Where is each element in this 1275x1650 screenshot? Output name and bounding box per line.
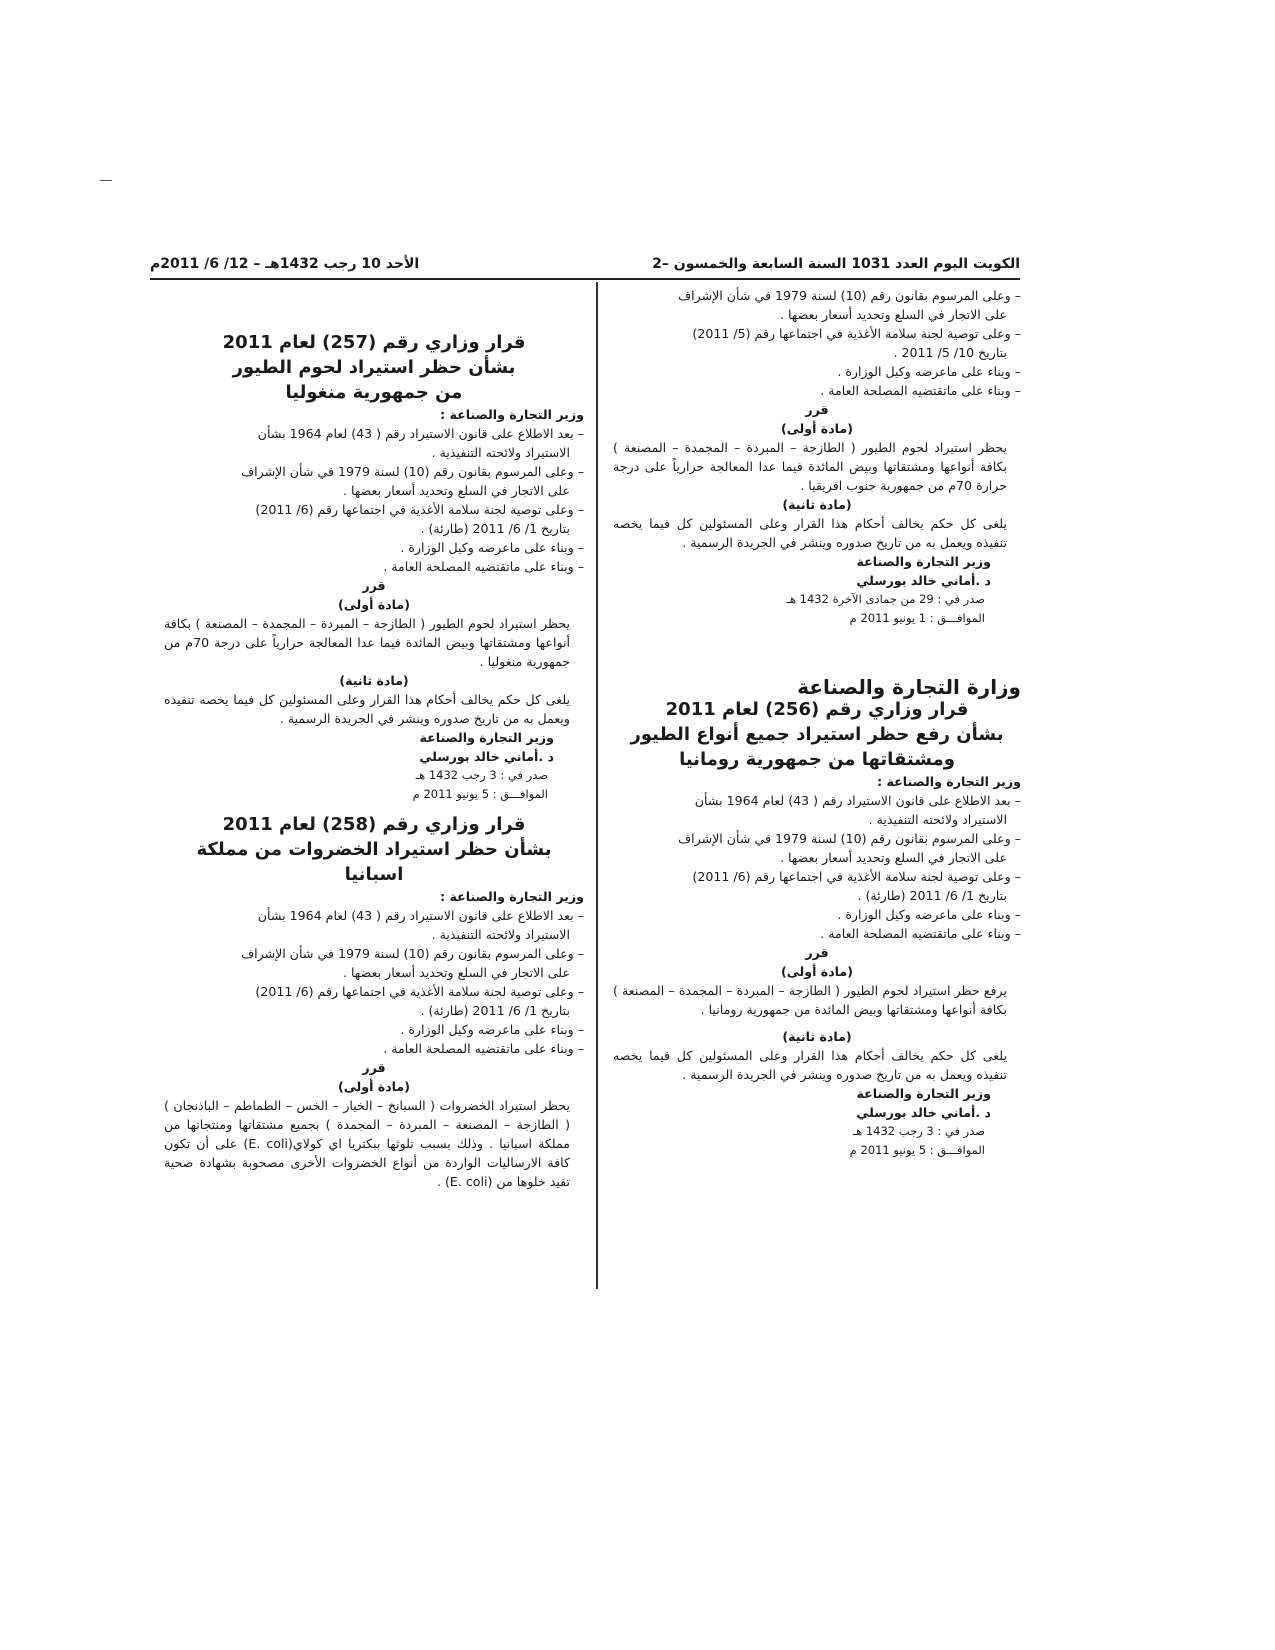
decision-title: بشأن رفع حظر استيراد جميع أنواع الطيور: [630, 724, 1004, 745]
article-text: يحظر استيراد لحوم الطيور ( الطازجة – المبردة – المجمدة – المصنعة ) بكافة أنواعها ومشتقاتها وبيض المائدة فيما عدا المعالجة حرارياً على درجة حرارة 70م من جمهورية جنوب افريقيا .: [613, 440, 1007, 493]
clause: – وعلى المرسوم بقانون رقم (10) لسنة 1979 في شأن الإشراف: [613, 286, 1021, 305]
clause-continuation: الاستيراد ولائحته التنفيذية .: [431, 445, 570, 460]
signature-title: وزير التجارة والصناعة: [856, 554, 991, 569]
decided-heading: قرر: [805, 945, 829, 960]
column-divider: [596, 282, 598, 1289]
clause: – وبناء على ماتقتضيه المصلحة العامة .: [613, 381, 1021, 400]
article-heading: (مادة أولى): [781, 421, 853, 436]
right-column: [613, 286, 1021, 1160]
clause: – بعد الاطلاع على قانون الاستيراد رقم ( 43) لعام 1964 بشأن: [164, 906, 584, 925]
decided-heading: قرر: [805, 402, 829, 417]
clause: – وعلى توصية لجنة سلامة الأغذية في اجتماعها رقم (6/ 2011): [613, 867, 1021, 886]
clause: – بعد الاطلاع على قانون الاستيراد رقم ( 43) لعام 1964 بشأن: [613, 791, 1021, 810]
clause: – وبناء على ماتقتضيه المصلحة العامة .: [164, 1039, 584, 1058]
article-heading: (مادة أولى): [781, 964, 853, 979]
issue-date: صدر في : 29 من جمادى الآخرة 1432 هـ: [786, 592, 985, 606]
clause: – وبناء على ماعرضه وكيل الوزارة .: [613, 362, 1021, 381]
clause-continuation: على الاتجار في السلع وتحديد أسعار بعضها .: [779, 307, 1007, 322]
article-heading: (مادة ثانية): [339, 673, 409, 688]
clause: – وعلى المرسوم بقانون رقم (10) لسنة 1979 في شأن الإشراف: [164, 944, 584, 963]
clause: – وعلى توصية لجنة سلامة الأغذية في اجتماعها رقم (6/ 2011): [164, 982, 584, 1001]
article-heading: (مادة أولى): [338, 597, 410, 612]
article-heading: (مادة أولى): [338, 1079, 410, 1094]
article-text: يلغى كل حكم يخالف أحكام هذا القرار وعلى المسئولين كل فيما يخصه تنفيذه ويعمل به من تاريخ صدوره وينشر في الجريدة الرسمية .: [164, 692, 570, 726]
decision-title: بشأن حظر استيراد لحوم الطيور: [232, 357, 516, 378]
clause: – وعلى المرسوم بقانون رقم (10) لسنة 1979 في شأن الإشراف: [613, 829, 1021, 848]
corresponding-date: الموافـــق : 5 يونيو 2011 م: [412, 787, 548, 801]
clause: – وعلى توصية لجنة سلامة الأغذية في اجتماعها رقم (5/ 2011): [613, 324, 1021, 343]
clause-continuation: بتاريخ 10/ 5/ 2011 .: [893, 345, 1007, 360]
corresponding-date: الموافـــق : 5 يونيو 2011 م: [849, 1143, 985, 1157]
clause: – وبناء على ماعرضه وكيل الوزارة .: [164, 1020, 584, 1039]
gazette-issue-info: الكويت اليوم العدد 1031 السنة السابعة والخمسون –2: [652, 256, 1020, 272]
decision-title: بشأن حظر استيراد الخضروات من مملكة اسبانيا: [196, 839, 552, 885]
clause-continuation: بتاريخ 1/ 6/ 2011 (طارئة) .: [857, 888, 1007, 903]
clause: – بعد الاطلاع على قانون الاستيراد رقم ( 43) لعام 1964 بشأن: [164, 424, 584, 443]
clause: – وبناء على ماتقتضيه المصلحة العامة .: [613, 924, 1021, 943]
issue-date: صدر في : 3 رجب 1432 هـ: [415, 768, 548, 782]
clause-continuation: بتاريخ 1/ 6/ 2011 (طارئة) .: [420, 1003, 570, 1018]
article-text: يرفع حظر استيراد لحوم الطيور ( الطازجة – المبردة – المجمدة – المصنعة ) بكافة أنواعها ومشتقاتها وبيض المائدة من جمهورية رومانيا .: [613, 983, 1007, 1017]
article-text: يلغى كل حكم يخالف أحكام هذا القرار وعلى المسئولين كل فيما يخصه تنفيذه ويعمل به من تاريخ صدوره وينشر في الجريدة الرسمية .: [613, 516, 1007, 550]
signature-name: د .أماني خالد بورسلي: [856, 1105, 991, 1120]
article-text: يلغى كل حكم يخالف أحكام هذا القرار وعلى المسئولين كل فيما يخصه تنفيذه ويعمل به من تاريخ صدوره وينشر في الجريدة الرسمية .: [613, 1048, 1007, 1082]
clause: – وعلى المرسوم بقانون رقم (10) لسنة 1979 في شأن الإشراف: [164, 462, 584, 481]
clause-continuation: الاستيراد ولائحته التنفيذية .: [868, 812, 1007, 827]
minister-title: وزير التجارة والصناعة :: [440, 889, 584, 904]
signature-name: د .أماني خالد بورسلي: [856, 573, 991, 588]
decision-title: قرار وزاري رقم (257) لعام 2011: [222, 332, 526, 353]
decision-title: قرار وزاري رقم (256) لعام 2011: [665, 699, 969, 720]
clause: – وبناء على ماتقتضيه المصلحة العامة .: [164, 557, 584, 576]
clause: – وبناء على ماعرضه وكيل الوزارة .: [613, 905, 1021, 924]
scan-mark: [100, 180, 112, 181]
clause: – وعلى توصية لجنة سلامة الأغذية في اجتماعها رقم (6/ 2011): [164, 500, 584, 519]
minister-title: وزير التجارة والصناعة :: [440, 407, 584, 422]
signature-title: وزير التجارة والصناعة: [856, 1086, 991, 1101]
article-heading: (مادة ثانية): [782, 1029, 852, 1044]
clause-continuation: على الاتجار في السلع وتحديد أسعار بعضها .: [779, 850, 1007, 865]
decision-title: من جمهورية منغوليا: [285, 382, 463, 403]
minister-title: وزير التجارة والصناعة :: [877, 774, 1021, 789]
signature-title: وزير التجارة والصناعة: [419, 730, 554, 745]
article-text: يحظر استيراد لحوم الطيور ( الطازجة – المبردة – المجمدة – المصنعة ) بكافة أنواعها ومشتقاتها وبيض المائدة فيما عدا المعالجة حرارياً على درجة 70م من جمهورية منغوليا .: [164, 616, 570, 669]
clause-continuation: على الاتجار في السلع وتحديد أسعار بعضها .: [342, 965, 570, 980]
decision-title: قرار وزاري رقم (258) لعام 2011: [222, 814, 526, 835]
decided-heading: قرر: [362, 1060, 386, 1075]
article-text: يحظر استيراد الخضروات ( السبانخ – الخيار – الخس – الطماطم – الباذنجان ) ( الطازجة – المصنعة – المبردة – المجمدة ) بجميع مشتقاتها ومنتجاتها من مملكة اسبانيا . وذلك بسبب تلوثها ببكتريا اي كولاي(E. coli) على أن تكون كافة الارساليات الواردة من أنواع الخضروات الأخرى مصحوبة بشهادة صحية تفيد خلوها من (E. coli) .: [164, 1098, 570, 1189]
clause: – وبناء على ماعرضه وكيل الوزارة .: [164, 538, 584, 557]
ministry-heading: وزارة التجارة والصناعة: [797, 675, 1021, 699]
left-column: [164, 330, 584, 1191]
issue-date: صدر في : 3 رجب 1432 هـ: [852, 1124, 985, 1138]
gazette-header: [150, 254, 1020, 280]
clause-continuation: بتاريخ 1/ 6/ 2011 (طارئة) .: [420, 521, 570, 536]
clause-continuation: الاستيراد ولائحته التنفيذية .: [431, 927, 570, 942]
corresponding-date: الموافـــق : 1 يونيو 2011 م: [849, 611, 985, 625]
decision-title: ومشتقاتها من جمهورية رومانيا: [679, 749, 955, 770]
article-heading: (مادة ثانية): [782, 497, 852, 512]
gazette-date: الأحد 10 رجب 1432هـ – 12/ 6/ 2011م: [150, 256, 420, 272]
clause-continuation: على الاتجار في السلع وتحديد أسعار بعضها .: [342, 483, 570, 498]
decided-heading: قرر: [362, 578, 386, 593]
signature-name: د .أماني خالد بورسلي: [419, 749, 554, 764]
